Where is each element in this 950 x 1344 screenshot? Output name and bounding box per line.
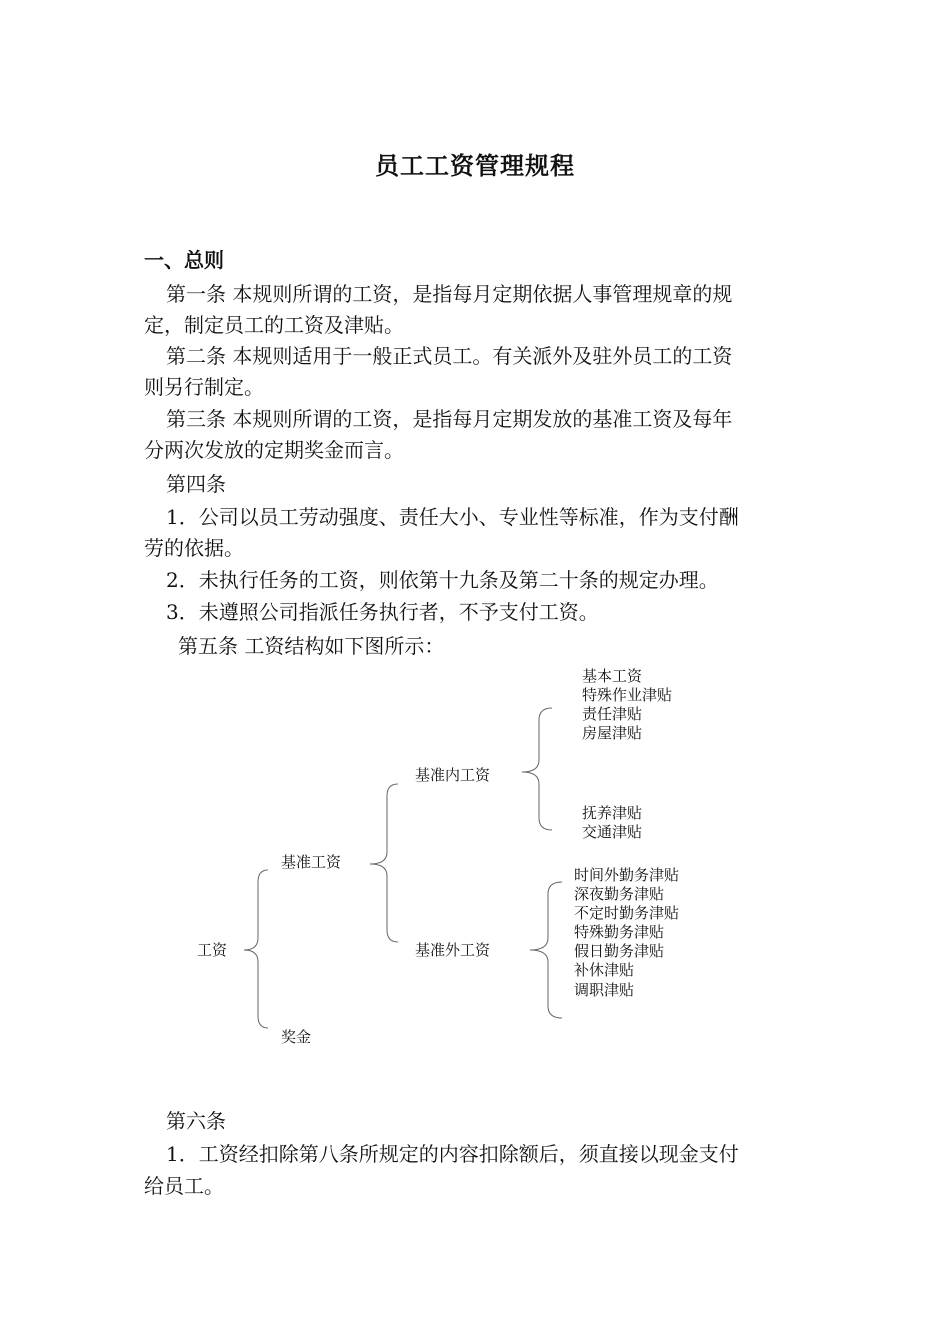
diagram-inner-label: 基准内工资 — [415, 766, 491, 784]
paragraph-line: 第六条 — [166, 1109, 226, 1133]
diagram-item: 房屋津贴 — [582, 724, 643, 742]
diagram-bonus-label: 奖金 — [281, 1028, 312, 1046]
diagram-outer-label: 基准外工资 — [415, 941, 491, 959]
paragraph-line: 则另行制定。 — [144, 375, 264, 399]
paragraph-line: 3．未遵照公司指派任务执行者，不予支付工资。 — [166, 600, 599, 624]
diagram-root-label: 工资 — [197, 941, 228, 959]
paragraph-line: 分两次发放的定期奖金而言。 — [144, 438, 404, 462]
section-heading: 一、总则 — [144, 248, 224, 272]
diagram-item: 特殊勤务津贴 — [574, 923, 665, 941]
diagram-item: 责任津贴 — [582, 705, 643, 723]
paragraph-line: 给员工。 — [144, 1174, 224, 1198]
diagram-item: 基本工资 — [582, 667, 643, 685]
diagram-item: 交通津贴 — [582, 823, 643, 841]
paragraph-line: 第三条 本规则所谓的工资，是指每月定期发放的基准工资及每年 — [166, 407, 733, 431]
diagram-item: 补休津贴 — [574, 961, 635, 979]
diagram-item: 时间外勤务津贴 — [574, 866, 680, 884]
paragraph-line: 2．未执行任务的工资，则依第十九条及第二十条的规定办理。 — [166, 568, 719, 592]
diagram-item: 不定时勤务津贴 — [574, 904, 680, 922]
paragraph-line: 第二条 本规则适用于一般正式员工。有关派外及驻外员工的工资 — [166, 344, 733, 368]
diagram-base-label: 基准工资 — [281, 853, 342, 871]
paragraph-line: 第五条 工资结构如下图所示： — [178, 634, 445, 658]
document-title: 员工工资管理规程 — [375, 151, 575, 180]
diagram-item: 假日勤务津贴 — [574, 942, 665, 960]
paragraph-line: 第四条 — [166, 472, 226, 496]
paragraph-line: 1．工资经扣除第八条所规定的内容扣除额后，须直接以现金支付 — [166, 1142, 739, 1166]
paragraph-line: 劳的依据。 — [144, 536, 244, 560]
paragraph-line: 第一条 本规则所谓的工资，是指每月定期依据人事管理规章的规 — [166, 282, 733, 306]
paragraph-line: 定，制定员工的工资及津贴。 — [144, 313, 404, 337]
diagram-item: 调职津贴 — [574, 981, 635, 999]
inner-brace — [522, 708, 552, 830]
base-brace — [370, 784, 398, 942]
root-brace — [244, 870, 268, 1028]
diagram-item: 深夜勤务津贴 — [574, 885, 665, 903]
outer-brace — [530, 882, 562, 1018]
paragraph-line: 1．公司以员工劳动强度、责任大小、专业性等标准，作为支付酬 — [166, 505, 739, 529]
diagram-item: 抚养津贴 — [582, 804, 643, 822]
diagram-item: 特殊作业津贴 — [582, 686, 673, 704]
